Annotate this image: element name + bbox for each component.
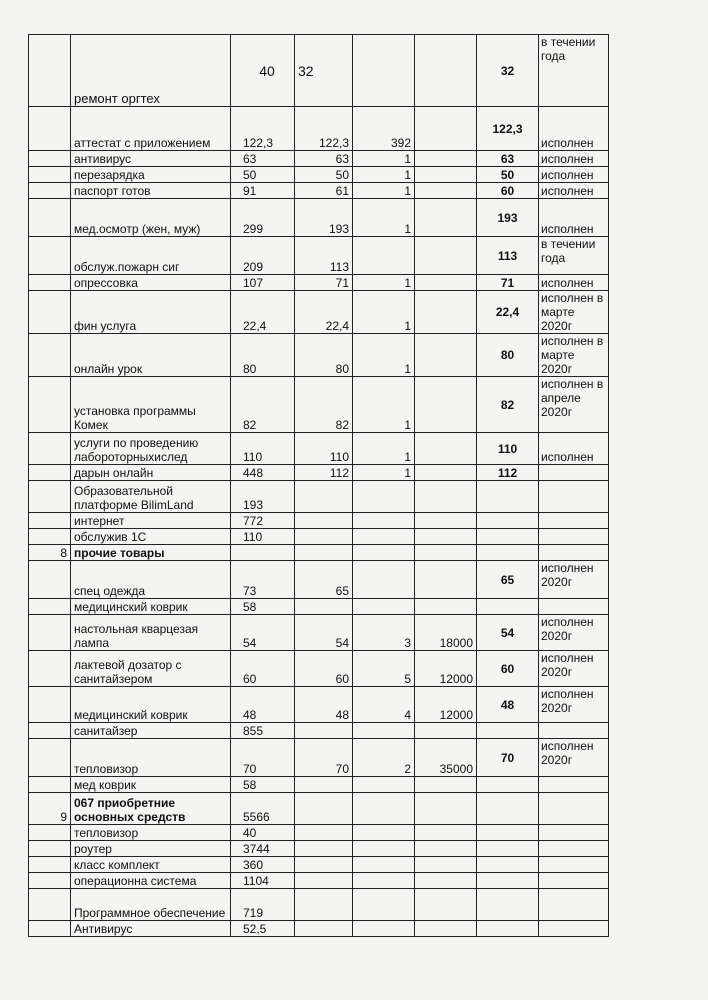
table-row — [29, 237, 609, 275]
status-note-cell — [539, 921, 609, 937]
contract-amount-cell — [295, 825, 353, 841]
quantity-cell: 1 — [353, 183, 415, 199]
contract-amount-cell — [295, 529, 353, 545]
planned-amount-cell — [231, 545, 295, 561]
status-note-cell — [539, 513, 609, 529]
status-note-cell: исполнен 2020г — [539, 651, 609, 687]
item-name-cell: Образовательной платформе BilimLand — [71, 481, 231, 513]
contract-amount-cell: 113 — [295, 237, 353, 275]
contract-amount-cell — [295, 857, 353, 873]
item-name-cell: настольная кварцезая лампа — [71, 615, 231, 651]
row-number-cell — [29, 167, 71, 183]
contract-amount-cell: 80 — [295, 334, 353, 377]
contract-amount-cell: 48 — [295, 687, 353, 723]
quantity-cell — [353, 857, 415, 873]
unit-price-cell — [415, 889, 477, 921]
executed-amount-cell — [477, 481, 539, 513]
row-number-cell — [29, 889, 71, 921]
item-name-cell: мед коврик — [71, 777, 231, 793]
unit-price-cell — [415, 107, 477, 151]
contract-amount-cell — [295, 545, 353, 561]
quantity-cell — [353, 921, 415, 937]
planned-amount-cell: 3744 — [231, 841, 295, 857]
executed-amount-cell: 32 — [477, 35, 539, 107]
item-name-cell: медицинский коврик — [71, 599, 231, 615]
row-number-cell: 9 — [29, 793, 71, 825]
status-note-cell: исполнен — [539, 167, 609, 183]
item-name-cell: санитайзер — [71, 723, 231, 739]
table-row — [29, 561, 609, 599]
item-name-cell: перезарядка — [71, 167, 231, 183]
status-note-cell: исполнен — [539, 107, 609, 151]
table-body — [29, 35, 609, 937]
quantity-cell: 2 — [353, 739, 415, 777]
quantity-cell: 1 — [353, 199, 415, 237]
row-number-cell — [29, 183, 71, 199]
planned-amount-cell: 58 — [231, 777, 295, 793]
unit-price-cell — [415, 777, 477, 793]
status-note-cell — [539, 777, 609, 793]
contract-amount-cell: 122,3 — [295, 107, 353, 151]
status-note-cell — [539, 599, 609, 615]
unit-price-cell — [415, 377, 477, 433]
quantity-cell: 1 — [353, 334, 415, 377]
table-row — [29, 433, 609, 465]
item-name-cell: тепловизор — [71, 739, 231, 777]
status-note-cell: исполнен 2020г — [539, 615, 609, 651]
unit-price-cell — [415, 275, 477, 291]
planned-amount-cell: 110 — [231, 433, 295, 465]
planned-amount-cell: 40 — [231, 35, 295, 107]
planned-amount-cell: 855 — [231, 723, 295, 739]
table-row — [29, 199, 609, 237]
item-name-cell: аттестат с приложением — [71, 107, 231, 151]
executed-amount-cell: 70 — [477, 739, 539, 777]
row-number-cell — [29, 275, 71, 291]
executed-amount-cell — [477, 545, 539, 561]
unit-price-cell — [415, 465, 477, 481]
item-name-cell: обслуж.пожарн сиг — [71, 237, 231, 275]
planned-amount-cell: 209 — [231, 237, 295, 275]
unit-price-cell — [415, 167, 477, 183]
item-name-cell: опрессовка — [71, 275, 231, 291]
item-name-cell: онлайн урок — [71, 334, 231, 377]
table-row — [29, 723, 609, 739]
table-row — [29, 687, 609, 723]
status-note-cell: исполнен — [539, 151, 609, 167]
table-row — [29, 35, 609, 107]
planned-amount-cell: 110 — [231, 529, 295, 545]
row-number-cell — [29, 825, 71, 841]
item-name-cell: спец одежда — [71, 561, 231, 599]
contract-amount-cell: 61 — [295, 183, 353, 199]
row-number-cell — [29, 857, 71, 873]
row-number-cell — [29, 529, 71, 545]
executed-amount-cell: 193 — [477, 199, 539, 237]
contract-amount-cell — [295, 481, 353, 513]
item-name-cell: обслужив 1С — [71, 529, 231, 545]
contract-amount-cell: 70 — [295, 739, 353, 777]
executed-amount-cell — [477, 599, 539, 615]
planned-amount-cell: 80 — [231, 334, 295, 377]
status-note-cell — [539, 889, 609, 921]
quantity-cell: 392 — [353, 107, 415, 151]
status-note-cell: исполнен 2020г — [539, 687, 609, 723]
table-row — [29, 889, 609, 921]
unit-price-cell — [415, 151, 477, 167]
budget-table — [28, 34, 609, 937]
planned-amount-cell: 448 — [231, 465, 295, 481]
unit-price-cell — [415, 857, 477, 873]
status-note-cell — [539, 465, 609, 481]
table-row — [29, 857, 609, 873]
contract-amount-cell — [295, 921, 353, 937]
contract-amount-cell: 50 — [295, 167, 353, 183]
executed-amount-cell — [477, 857, 539, 873]
unit-price-cell: 12000 — [415, 687, 477, 723]
contract-amount-cell — [295, 793, 353, 825]
status-note-cell — [539, 723, 609, 739]
planned-amount-cell: 360 — [231, 857, 295, 873]
unit-price-cell: 35000 — [415, 739, 477, 777]
quantity-cell — [353, 793, 415, 825]
quantity-cell — [353, 777, 415, 793]
contract-amount-cell — [295, 841, 353, 857]
unit-price-cell — [415, 599, 477, 615]
executed-amount-cell: 110 — [477, 433, 539, 465]
status-note-cell: в течении года — [539, 35, 609, 107]
contract-amount-cell: 32 — [295, 35, 353, 107]
planned-amount-cell: 82 — [231, 377, 295, 433]
status-note-cell — [539, 481, 609, 513]
executed-amount-cell — [477, 793, 539, 825]
executed-amount-cell — [477, 513, 539, 529]
row-number-cell — [29, 481, 71, 513]
quantity-cell — [353, 529, 415, 545]
status-note-cell: исполнен в марте 2020г — [539, 334, 609, 377]
table-row — [29, 167, 609, 183]
executed-amount-cell: 60 — [477, 651, 539, 687]
executed-amount-cell: 65 — [477, 561, 539, 599]
unit-price-cell — [415, 825, 477, 841]
quantity-cell — [353, 841, 415, 857]
quantity-cell: 5 — [353, 651, 415, 687]
planned-amount-cell: 122,3 — [231, 107, 295, 151]
status-note-cell — [539, 793, 609, 825]
planned-amount-cell: 91 — [231, 183, 295, 199]
planned-amount-cell: 58 — [231, 599, 295, 615]
table-row — [29, 481, 609, 513]
row-number-cell — [29, 433, 71, 465]
executed-amount-cell — [477, 889, 539, 921]
row-number-cell — [29, 739, 71, 777]
item-name-cell: 067 приобретние основных средств — [71, 793, 231, 825]
table-row — [29, 545, 609, 561]
table-row — [29, 599, 609, 615]
executed-amount-cell — [477, 529, 539, 545]
quantity-cell — [353, 723, 415, 739]
row-number-cell — [29, 873, 71, 889]
item-name-cell: мед.осмотр (жен, муж) — [71, 199, 231, 237]
row-number-cell — [29, 107, 71, 151]
quantity-cell: 3 — [353, 615, 415, 651]
quantity-cell: 1 — [353, 275, 415, 291]
table-row — [29, 377, 609, 433]
quantity-cell — [353, 35, 415, 107]
executed-amount-cell: 82 — [477, 377, 539, 433]
item-name-cell: роутер — [71, 841, 231, 857]
planned-amount-cell: 193 — [231, 481, 295, 513]
unit-price-cell — [415, 921, 477, 937]
contract-amount-cell — [295, 723, 353, 739]
quantity-cell — [353, 545, 415, 561]
table-row — [29, 291, 609, 334]
executed-amount-cell: 71 — [477, 275, 539, 291]
planned-amount-cell: 70 — [231, 739, 295, 777]
planned-amount-cell: 52,5 — [231, 921, 295, 937]
contract-amount-cell: 63 — [295, 151, 353, 167]
contract-amount-cell — [295, 777, 353, 793]
contract-amount-cell: 22,4 — [295, 291, 353, 334]
executed-amount-cell — [477, 873, 539, 889]
status-note-cell: исполнен — [539, 433, 609, 465]
table-row — [29, 921, 609, 937]
executed-amount-cell: 50 — [477, 167, 539, 183]
status-note-cell — [539, 529, 609, 545]
row-number-cell: 8 — [29, 545, 71, 561]
table-row — [29, 465, 609, 481]
planned-amount-cell: 22,4 — [231, 291, 295, 334]
status-note-cell — [539, 825, 609, 841]
item-name-cell: медицинский коврик — [71, 687, 231, 723]
quantity-cell — [353, 825, 415, 841]
table-row — [29, 183, 609, 199]
table-row — [29, 529, 609, 545]
row-number-cell — [29, 465, 71, 481]
table-row — [29, 873, 609, 889]
item-name-cell: ремонт оргтех — [71, 35, 231, 107]
row-number-cell — [29, 651, 71, 687]
unit-price-cell — [415, 513, 477, 529]
unit-price-cell — [415, 199, 477, 237]
table-row — [29, 793, 609, 825]
planned-amount-cell: 48 — [231, 687, 295, 723]
table-row — [29, 151, 609, 167]
unit-price-cell — [415, 237, 477, 275]
contract-amount-cell: 65 — [295, 561, 353, 599]
unit-price-cell — [415, 873, 477, 889]
status-note-cell: исполнен 2020г — [539, 739, 609, 777]
status-note-cell: в течении года — [539, 237, 609, 275]
status-note-cell: исполнен — [539, 183, 609, 199]
planned-amount-cell: 107 — [231, 275, 295, 291]
planned-amount-cell: 73 — [231, 561, 295, 599]
item-name-cell: Антивирус — [71, 921, 231, 937]
quantity-cell — [353, 513, 415, 529]
planned-amount-cell: 54 — [231, 615, 295, 651]
row-number-cell — [29, 199, 71, 237]
item-name-cell: лактевой дозатор с санитайзером — [71, 651, 231, 687]
unit-price-cell — [415, 481, 477, 513]
item-name-cell: прочие товары — [71, 545, 231, 561]
contract-amount-cell — [295, 873, 353, 889]
executed-amount-cell — [477, 921, 539, 937]
item-name-cell: установка программы Комек — [71, 377, 231, 433]
row-number-cell — [29, 561, 71, 599]
status-note-cell: исполнен — [539, 275, 609, 291]
unit-price-cell — [415, 35, 477, 107]
table-row — [29, 841, 609, 857]
contract-amount-cell: 54 — [295, 615, 353, 651]
contract-amount-cell: 193 — [295, 199, 353, 237]
unit-price-cell — [415, 841, 477, 857]
row-number-cell — [29, 377, 71, 433]
quantity-cell: 1 — [353, 377, 415, 433]
unit-price-cell: 18000 — [415, 615, 477, 651]
unit-price-cell — [415, 561, 477, 599]
row-number-cell — [29, 777, 71, 793]
quantity-cell: 1 — [353, 465, 415, 481]
status-note-cell — [539, 857, 609, 873]
contract-amount-cell: 71 — [295, 275, 353, 291]
executed-amount-cell: 60 — [477, 183, 539, 199]
unit-price-cell — [415, 334, 477, 377]
planned-amount-cell: 299 — [231, 199, 295, 237]
item-name-cell: антивирус — [71, 151, 231, 167]
row-number-cell — [29, 599, 71, 615]
unit-price-cell: 12000 — [415, 651, 477, 687]
executed-amount-cell: 112 — [477, 465, 539, 481]
contract-amount-cell: 60 — [295, 651, 353, 687]
quantity-cell — [353, 561, 415, 599]
row-number-cell — [29, 35, 71, 107]
table-row — [29, 275, 609, 291]
quantity-cell: 1 — [353, 167, 415, 183]
quantity-cell: 4 — [353, 687, 415, 723]
table-row — [29, 651, 609, 687]
unit-price-cell — [415, 291, 477, 334]
planned-amount-cell: 50 — [231, 167, 295, 183]
unit-price-cell — [415, 723, 477, 739]
executed-amount-cell — [477, 841, 539, 857]
row-number-cell — [29, 513, 71, 529]
status-note-cell — [539, 873, 609, 889]
planned-amount-cell: 63 — [231, 151, 295, 167]
status-note-cell — [539, 545, 609, 561]
quantity-cell: 1 — [353, 433, 415, 465]
executed-amount-cell: 122,3 — [477, 107, 539, 151]
table-row — [29, 739, 609, 777]
quantity-cell — [353, 873, 415, 889]
planned-amount-cell: 1104 — [231, 873, 295, 889]
row-number-cell — [29, 151, 71, 167]
planned-amount-cell: 5566 — [231, 793, 295, 825]
quantity-cell — [353, 481, 415, 513]
contract-amount-cell — [295, 889, 353, 921]
planned-amount-cell: 772 — [231, 513, 295, 529]
status-note-cell: исполнен в марте 2020г — [539, 291, 609, 334]
item-name-cell: операционна система — [71, 873, 231, 889]
executed-amount-cell — [477, 723, 539, 739]
planned-amount-cell: 40 — [231, 825, 295, 841]
unit-price-cell — [415, 433, 477, 465]
executed-amount-cell: 54 — [477, 615, 539, 651]
executed-amount-cell: 63 — [477, 151, 539, 167]
item-name-cell: услуги по проведению лабороторныхислед — [71, 433, 231, 465]
table-row — [29, 107, 609, 151]
executed-amount-cell: 48 — [477, 687, 539, 723]
unit-price-cell — [415, 545, 477, 561]
quantity-cell: 1 — [353, 151, 415, 167]
executed-amount-cell: 113 — [477, 237, 539, 275]
executed-amount-cell: 80 — [477, 334, 539, 377]
table-row — [29, 334, 609, 377]
row-number-cell — [29, 723, 71, 739]
quantity-cell — [353, 889, 415, 921]
item-name-cell: дарын онлайн — [71, 465, 231, 481]
quantity-cell — [353, 599, 415, 615]
unit-price-cell — [415, 183, 477, 199]
planned-amount-cell: 60 — [231, 651, 295, 687]
row-number-cell — [29, 291, 71, 334]
row-number-cell — [29, 921, 71, 937]
item-name-cell: Программное обеспечение — [71, 889, 231, 921]
executed-amount-cell — [477, 777, 539, 793]
row-number-cell — [29, 615, 71, 651]
status-note-cell — [539, 841, 609, 857]
table-row — [29, 777, 609, 793]
table-row — [29, 825, 609, 841]
executed-amount-cell — [477, 825, 539, 841]
contract-amount-cell: 112 — [295, 465, 353, 481]
row-number-cell — [29, 334, 71, 377]
status-note-cell: исполнен 2020г — [539, 561, 609, 599]
row-number-cell — [29, 841, 71, 857]
status-note-cell: исполнен — [539, 199, 609, 237]
item-name-cell: интернет — [71, 513, 231, 529]
item-name-cell: фин услуга — [71, 291, 231, 334]
row-number-cell — [29, 237, 71, 275]
planned-amount-cell: 719 — [231, 889, 295, 921]
row-number-cell — [29, 687, 71, 723]
executed-amount-cell: 22,4 — [477, 291, 539, 334]
contract-amount-cell — [295, 599, 353, 615]
table-row — [29, 615, 609, 651]
item-name-cell: тепловизор — [71, 825, 231, 841]
unit-price-cell — [415, 793, 477, 825]
status-note-cell: исполнен в апреле 2020г — [539, 377, 609, 433]
table-row — [29, 513, 609, 529]
quantity-cell: 1 — [353, 291, 415, 334]
quantity-cell — [353, 237, 415, 275]
unit-price-cell — [415, 529, 477, 545]
contract-amount-cell — [295, 513, 353, 529]
contract-amount-cell: 82 — [295, 377, 353, 433]
item-name-cell: паспорт готов — [71, 183, 231, 199]
contract-amount-cell: 110 — [295, 433, 353, 465]
item-name-cell: класс комплект — [71, 857, 231, 873]
